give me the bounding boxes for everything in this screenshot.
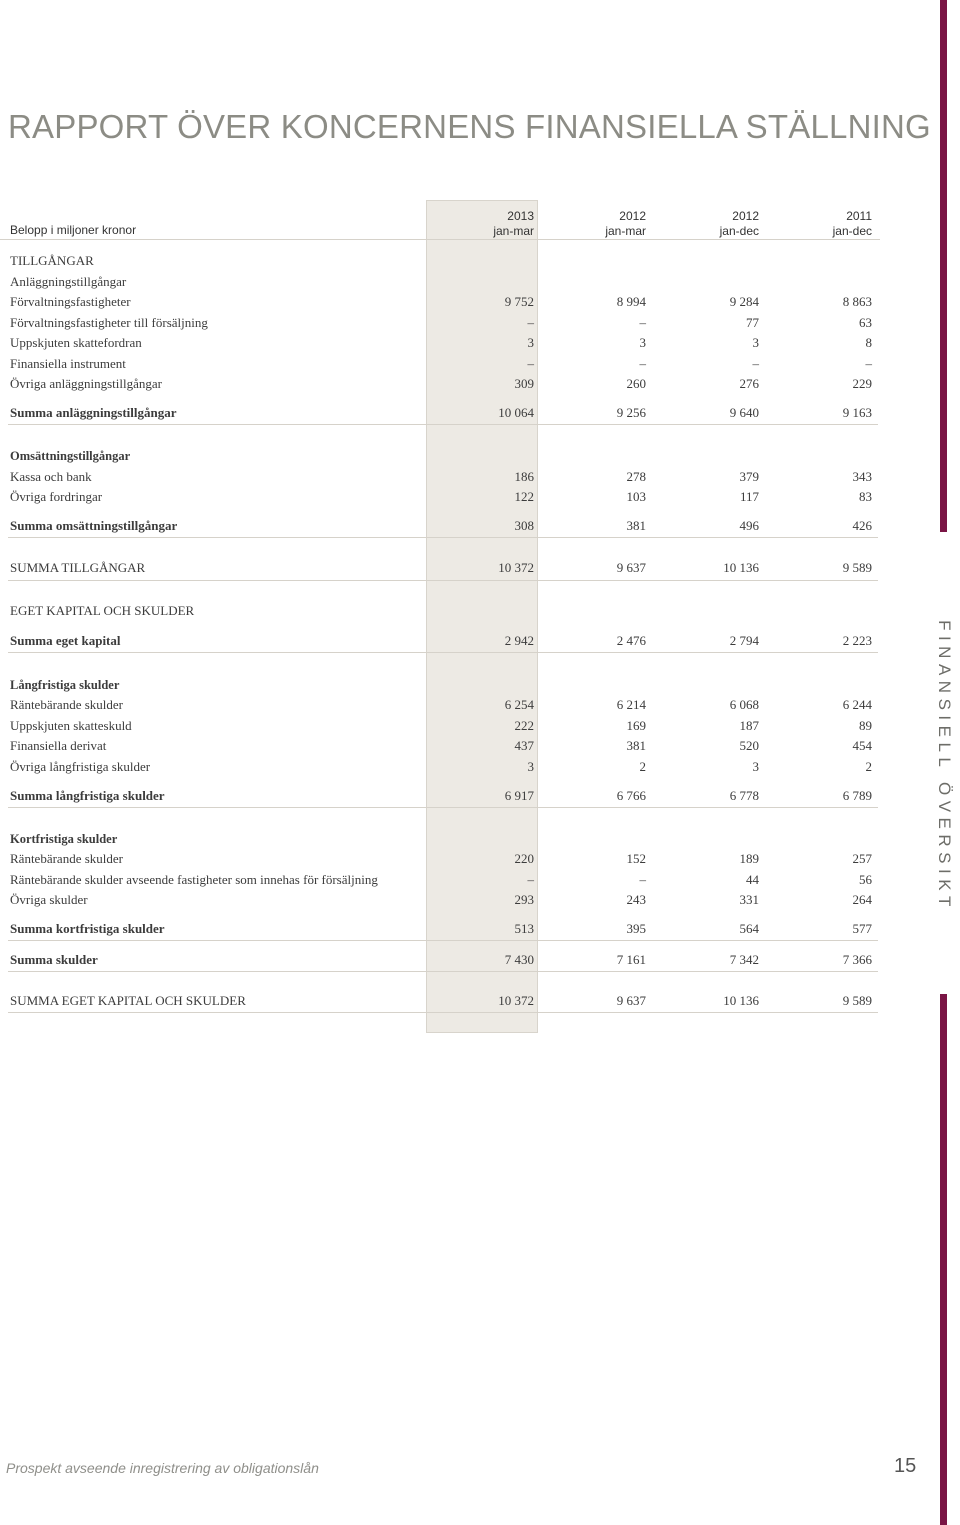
table-header [0,200,880,240]
table-row [8,403,878,423]
row-value: – [639,356,646,371]
row-value: 379 [739,469,759,484]
row-value: 83 [859,489,872,504]
table-row [8,870,878,890]
row-value: 513 [514,921,534,936]
row-value: 117 [739,489,759,504]
table-row [8,272,878,292]
row-value: 577 [852,921,872,936]
table-row [8,467,878,487]
row-value: 9 589 [842,993,872,1008]
row-value: 6 214 [616,697,646,712]
row-value: 520 [739,738,759,753]
row-value: 2 942 [504,633,534,648]
column-header-2011-jan-dec: 2011 jan-dec [832,209,872,238]
column-header-2012-jan-mar: 2012 jan-mar [605,209,646,238]
row-value: 152 [626,851,646,866]
divider [8,1012,878,1013]
row-value: 10 372 [498,993,534,1008]
table-row [8,890,878,910]
accent-bar-top [940,0,947,532]
footer-text: Prospekt avseende inregistrering av obligationslån [6,1460,319,1476]
row-value: 63 [859,315,872,330]
row-value: 10 136 [723,560,759,575]
table-row [8,313,878,333]
row-value: 454 [852,738,872,753]
row-value: – [639,315,646,330]
row-value: – [639,872,646,887]
row-value: 10 136 [723,993,759,1008]
row-value: 3 [527,335,534,350]
row-value: – [527,356,534,371]
column-header-2012-jan-dec: 2012 jan-dec [719,209,759,238]
row-value: 2 794 [729,633,759,648]
row-value: 3 [639,335,646,350]
row-value: 496 [739,518,759,533]
row-label: EGET KAPITAL OCH SKULDER [10,603,195,618]
row-value: 10 064 [498,405,534,420]
row-label: TILLGÅNGAR [10,253,94,268]
row-value: 3 [752,759,759,774]
row-value: 3 [527,759,534,774]
row-label: Övriga fordringar [10,489,103,504]
row-value: 6 917 [504,788,534,803]
row-label: Räntebärande skulder [10,851,123,866]
row-label: Övriga skulder [10,892,88,907]
row-value: 7 342 [729,952,759,967]
table-row [8,374,878,394]
row-value: 3 [752,335,759,350]
row-value: 308 [514,518,534,533]
table-row [8,487,878,507]
unit-label: Belopp i miljoner kronor [10,223,137,237]
column-header-2013-jan-mar: 2013 jan-mar [493,209,534,238]
row-value: 56 [859,872,872,887]
row-label: Långfristiga skulder [10,678,120,692]
row-value: 381 [626,738,646,753]
row-value: 6 766 [616,788,646,803]
row-value: 9 256 [616,405,646,420]
row-value: 278 [626,469,646,484]
row-value: 229 [852,376,872,391]
row-value: 189 [739,851,759,866]
row-value: 9 163 [842,405,872,420]
table-row [8,695,878,715]
row-value: 6 254 [504,697,534,712]
row-label: Summa eget kapital [10,633,121,648]
row-value: 9 637 [616,993,646,1008]
row-label: Summa kortfristiga skulder [10,921,165,936]
page-title: RAPPORT ÖVER KONCERNENS FINANSIELLA STÄLLNING [8,108,931,145]
row-label: Anläggningstillgångar [10,274,127,289]
table-row [8,991,878,1011]
row-label: Summa anläggningstillgångar [10,405,177,420]
divider [8,424,878,425]
row-label: Förvaltningsfastigheter till försäljning [10,315,208,330]
row-value: 331 [739,892,759,907]
table-row [8,601,878,621]
row-value: 220 [514,851,534,866]
row-value: 264 [852,892,872,907]
row-label: Förvaltningsfastigheter [10,294,131,309]
row-value: – [527,872,534,887]
row-label: SUMMA EGET KAPITAL OCH SKULDER [10,993,246,1008]
row-value: 8 994 [616,294,646,309]
row-value: 186 [514,469,534,484]
row-value: 437 [514,738,534,753]
row-value: 9 640 [729,405,759,420]
row-value: 257 [852,851,872,866]
row-value: – [527,315,534,330]
row-value: 9 589 [842,560,872,575]
row-value: 293 [514,892,534,907]
row-label: Uppskjuten skatteskuld [10,718,132,733]
row-value: 9 284 [729,294,759,309]
divider [8,807,878,808]
row-value: 7 161 [616,952,646,967]
row-value: 187 [739,718,759,733]
row-value: 2 223 [842,633,872,648]
row-label: Finansiella instrument [10,356,126,371]
row-value: 260 [626,376,646,391]
row-label: Kassa och bank [10,469,92,484]
row-value: 2 476 [616,633,646,648]
row-value: 243 [626,892,646,907]
row-value: 7 366 [842,952,872,967]
table-row [8,757,878,777]
table-row [8,333,878,353]
row-value: 6 068 [729,697,759,712]
table-row [8,631,878,651]
table-row [8,786,878,806]
row-label: Övriga långfristiga skulder [10,759,151,774]
table-row [8,716,878,736]
row-value: 9 752 [504,294,534,309]
row-label: Omsättningstillgångar [10,449,131,463]
divider [8,580,878,581]
row-value: 7 430 [504,952,534,967]
row-value: 381 [626,518,646,533]
row-value: 564 [739,921,759,936]
row-label: Övriga anläggningstillgångar [10,376,162,391]
divider [8,940,878,941]
table-row [8,849,878,869]
table-row [8,446,878,466]
row-value: 343 [852,469,872,484]
row-value: 89 [859,718,872,733]
row-value: – [865,356,872,371]
table-row [8,251,878,271]
row-value: 395 [626,921,646,936]
row-value: 103 [626,489,646,504]
row-value: 77 [746,315,759,330]
table-row [8,950,878,970]
row-value: 6 778 [729,788,759,803]
row-label: Räntebärande skulder [10,697,123,712]
row-value: 2 [865,759,872,774]
row-value: 6 244 [842,697,872,712]
row-value: 2 [639,759,646,774]
divider [8,652,878,653]
divider [8,971,878,972]
row-value: 222 [514,718,534,733]
table-row [8,675,878,695]
row-value: 309 [514,376,534,391]
row-value: 6 789 [842,788,872,803]
row-value: 8 [865,335,872,350]
table-row [8,516,878,536]
row-value: – [752,356,759,371]
table-row [8,292,878,312]
row-value: 169 [626,718,646,733]
table-row [8,736,878,756]
row-label: Uppskjuten skattefordran [10,335,142,350]
table-row [8,919,878,939]
table-row [8,354,878,374]
row-value: 10 372 [498,560,534,575]
row-label: Finansiella derivat [10,738,107,753]
row-value: 276 [739,376,759,391]
table-row [8,558,878,578]
row-label: Summa skulder [10,952,98,967]
row-label: SUMMA TILLGÅNGAR [10,560,146,575]
divider [8,537,878,538]
row-value: 122 [514,489,534,504]
accent-bar-bottom [940,994,947,1525]
row-label: Summa omsättningstillgångar [10,518,178,533]
row-label: Räntebärande skulder avseende fastigheter som innehas för försäljning [10,872,378,887]
table-row [8,829,878,849]
row-value: 8 863 [842,294,872,309]
page-number: 15 [894,1455,917,1477]
row-value: 9 637 [616,560,646,575]
row-value: 44 [746,872,759,887]
row-value: 426 [852,518,872,533]
row-label: Summa långfristiga skulder [10,788,165,803]
row-label: Kortfristiga skulder [10,832,118,846]
